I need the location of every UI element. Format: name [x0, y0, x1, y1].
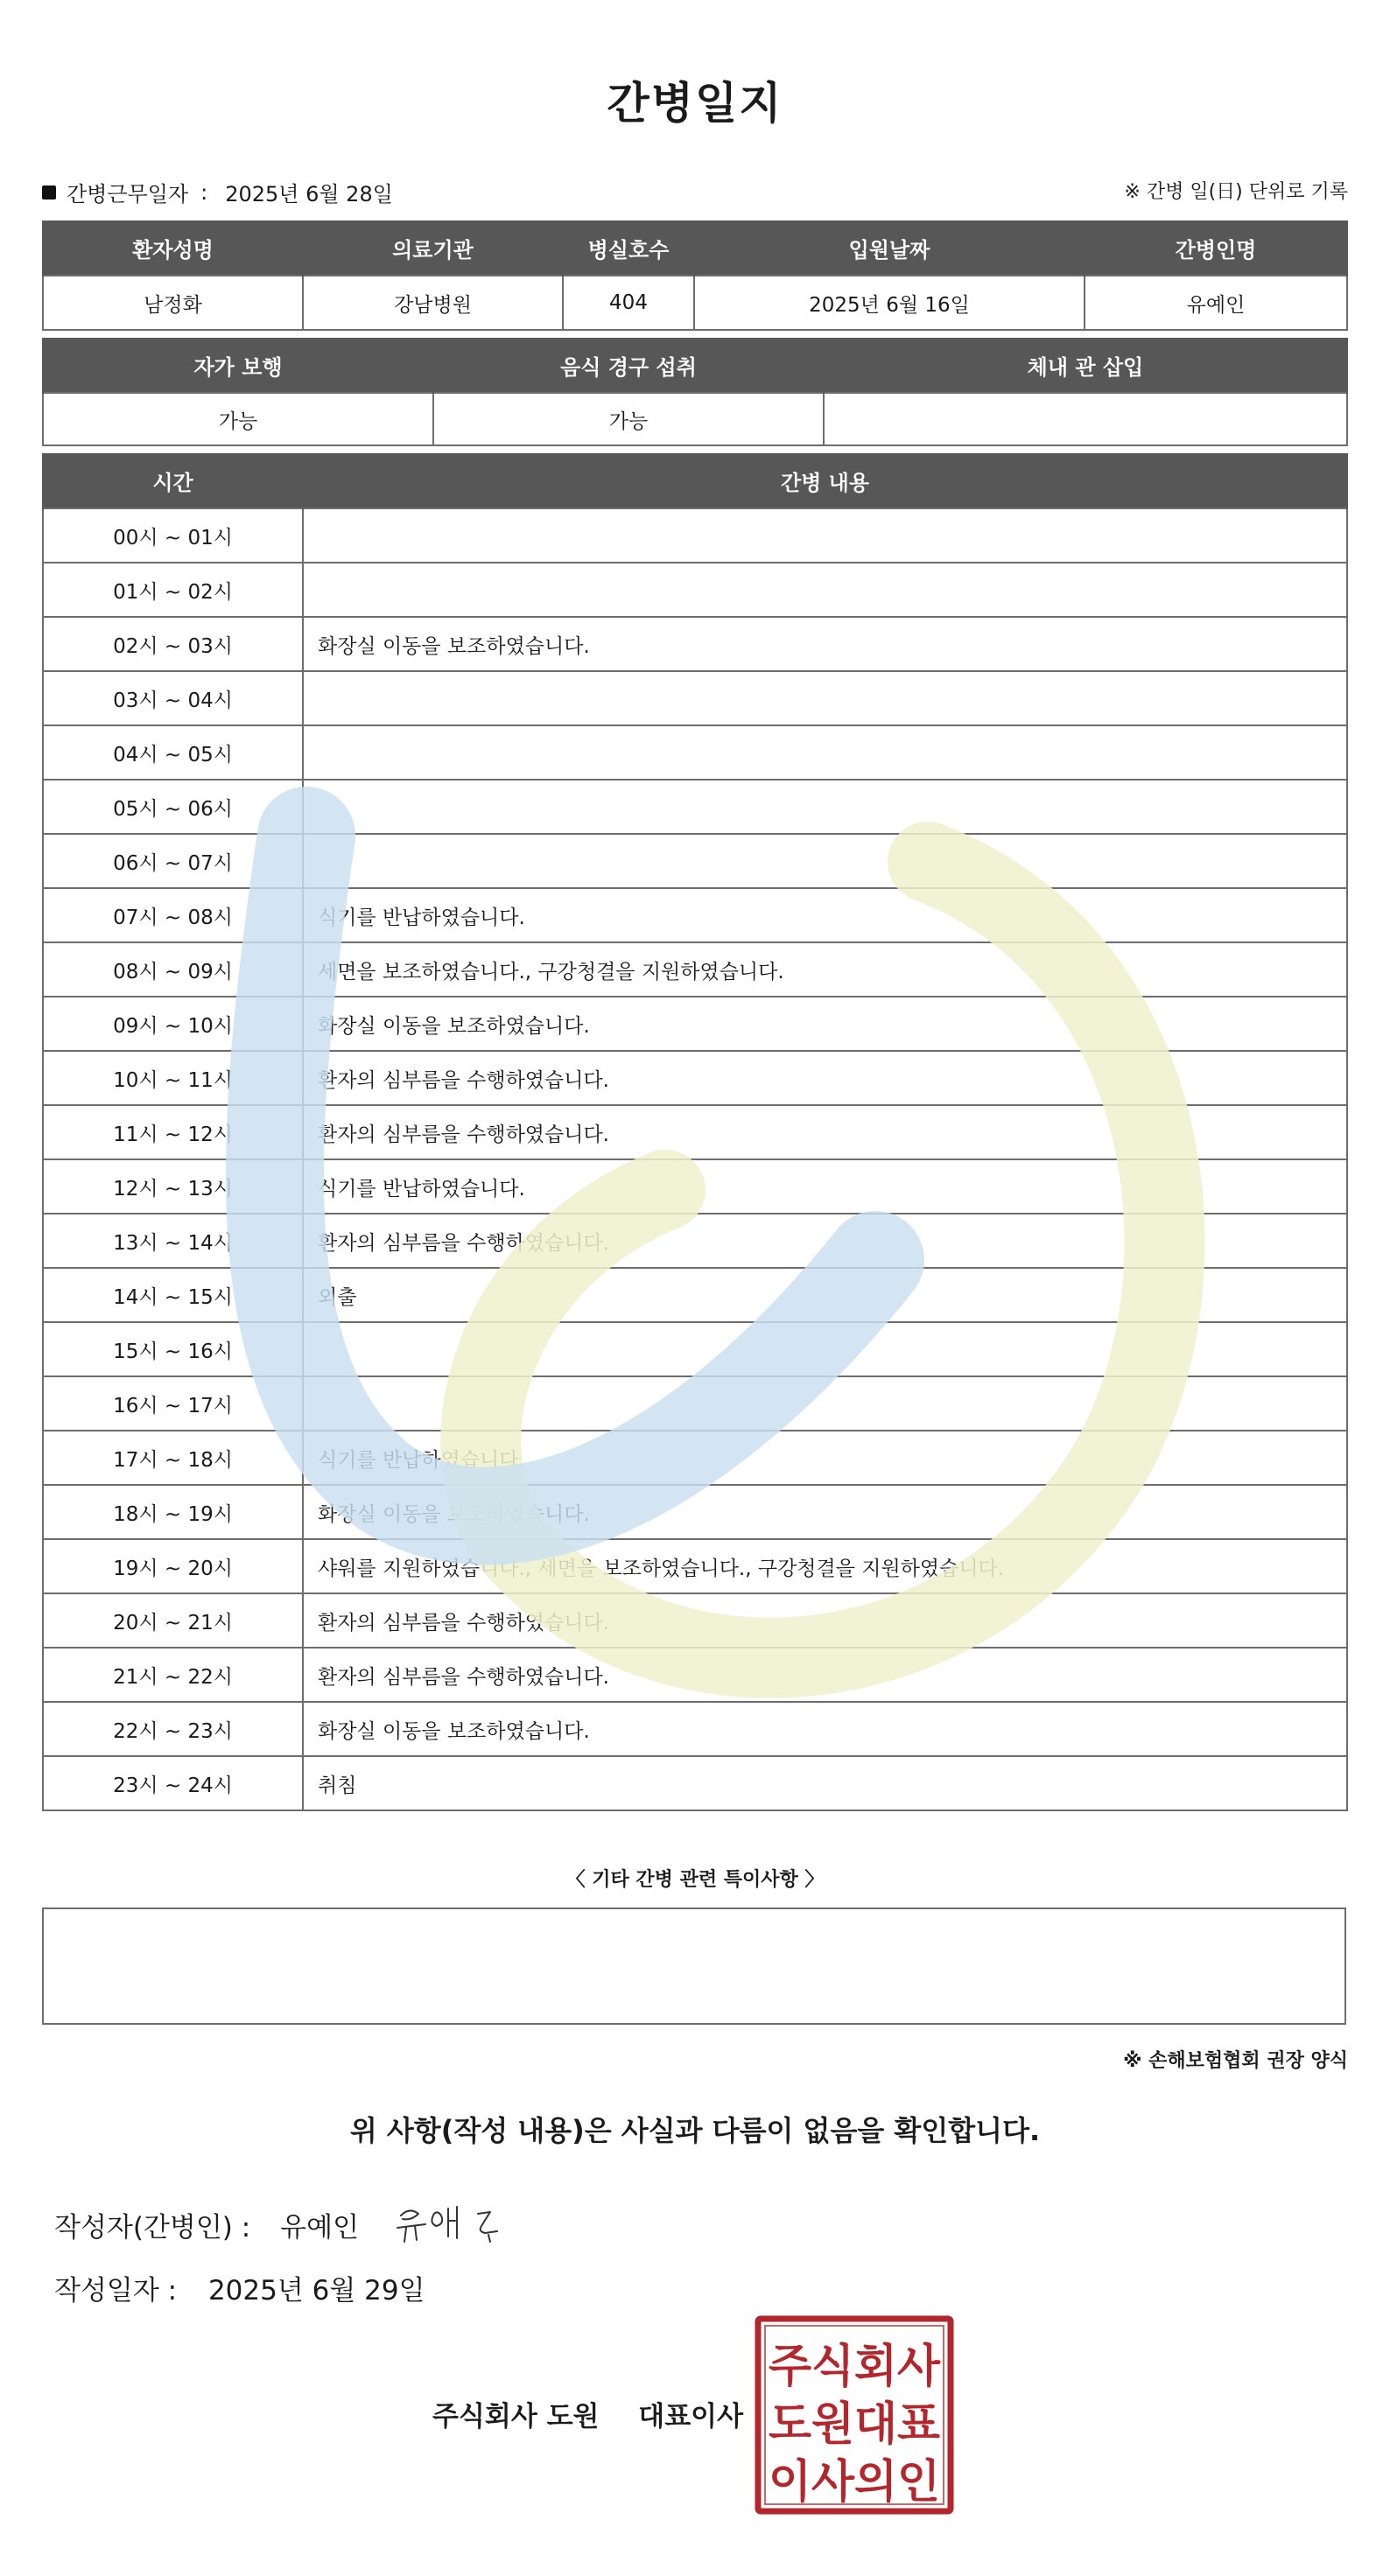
- writer-name: 유예인: [280, 2211, 360, 2244]
- header-care-content: 간병 내용: [303, 453, 1347, 508]
- care-log-content: 세면을 보조하였습니다., 구강청결을 지원하였습니다.: [303, 942, 1347, 997]
- care-log-content: 식기를 반납하였습니다.: [303, 1159, 1347, 1214]
- care-log-row: [43, 1268, 1347, 1322]
- care-log-content: [303, 1322, 1347, 1376]
- care-log-row: [43, 1322, 1347, 1376]
- care-log-row: [43, 1648, 1347, 1702]
- header-patient-name: 환자성명: [43, 220, 303, 276]
- svg-text:주식회사: 주식회사: [769, 2341, 941, 2393]
- care-log-time: 05시 ~ 06시: [43, 780, 303, 834]
- company-name: 주식회사 도원: [432, 2401, 600, 2432]
- written-date-line: [54, 2268, 425, 2307]
- care-log-content: 식기를 반납하였습니다.: [303, 888, 1347, 942]
- care-log-row: [43, 834, 1347, 888]
- bullet-square-icon: [42, 186, 56, 200]
- svg-text:이사의인: 이사의인: [769, 2456, 940, 2509]
- care-log-time: 12시 ~ 13시: [43, 1159, 303, 1214]
- care-log-content: 화장실 이동을 보조하였습니다.: [303, 1485, 1347, 1539]
- care-log-row: [43, 1214, 1347, 1268]
- work-date-value: 2025년 6월 28일: [225, 182, 393, 206]
- header-self-walking: 자가 보행: [43, 338, 433, 393]
- care-log-time: 14시 ~ 15시: [43, 1268, 303, 1322]
- work-date-line: [42, 177, 393, 207]
- care-log-time: 07시 ~ 08시: [43, 888, 303, 942]
- special-notes-box: [42, 1908, 1346, 2025]
- care-log-time: 01시 ~ 02시: [43, 563, 303, 617]
- care-log-content: 환자의 심부름을 수행하였습니다.: [303, 1648, 1347, 1702]
- care-log-time: 03시 ~ 04시: [43, 671, 303, 725]
- header-admission-date: 입원날짜: [694, 220, 1085, 276]
- status-header-row: [43, 338, 1347, 393]
- care-log-row: [43, 1756, 1347, 1810]
- care-log-row: [43, 563, 1347, 617]
- ceo-title: 대표이사: [638, 2401, 744, 2432]
- patient-name-value: 남정화: [43, 276, 303, 330]
- care-log-row: [43, 1159, 1347, 1214]
- handwritten-signature: [394, 2202, 508, 2247]
- care-log-content: 화장실 이동을 보조하였습니다.: [303, 617, 1347, 671]
- care-log-time: 16시 ~ 17시: [43, 1376, 303, 1431]
- care-log-row: [43, 671, 1347, 725]
- special-notes-title: 〈 기타 간병 관련 특이사항 〉: [565, 1869, 825, 1891]
- care-log-content: 환자의 심부름을 수행하였습니다.: [303, 1105, 1347, 1159]
- care-log-row: [43, 1105, 1347, 1159]
- care-log-content: 화장실 이동을 보조하였습니다.: [303, 1702, 1347, 1756]
- care-log-row: [43, 1431, 1347, 1485]
- care-log-content: 식기를 반납하였습니다.: [303, 1431, 1347, 1485]
- care-log-time: 11시 ~ 12시: [43, 1105, 303, 1159]
- document-title: 간병일지: [607, 78, 783, 129]
- header-caregiver-name: 간병인명: [1085, 220, 1347, 276]
- care-log-content: [303, 725, 1347, 780]
- care-log-time: 02시 ~ 03시: [43, 617, 303, 671]
- care-log-table: [42, 453, 1348, 1811]
- header-oral-intake: 음식 경구 섭취: [433, 338, 824, 393]
- care-log-content: [303, 671, 1347, 725]
- care-log-content: 환자의 심부름을 수행하였습니다.: [303, 1051, 1347, 1105]
- confirmation-statement: 위 사항(작성 내용)은 사실과 다름이 없음을 확인합니다.: [349, 2114, 1041, 2147]
- care-log-content: 환자의 심부름을 수행하였습니다.: [303, 1214, 1347, 1268]
- care-log-row: [43, 508, 1347, 563]
- oral-intake-value: 가능: [433, 393, 824, 445]
- care-log-content: 샤워를 지원하였습니다., 세면을 보조하였습니다., 구강청결을 지원하였습니다.: [303, 1539, 1347, 1593]
- company-seal-stamp: [755, 2315, 954, 2515]
- care-log-row: [43, 780, 1347, 834]
- care-log-row: [43, 1376, 1347, 1431]
- writer-label: 작성자(간병인) :: [54, 2211, 251, 2244]
- self-walking-value: 가능: [43, 393, 433, 445]
- patient-info-value-row: [43, 276, 1347, 330]
- care-log-time: 17시 ~ 18시: [43, 1431, 303, 1485]
- care-log-row: [43, 725, 1347, 780]
- patient-status-table: [42, 338, 1348, 446]
- care-log-row: [43, 1539, 1347, 1593]
- care-log-time: 21시 ~ 22시: [43, 1648, 303, 1702]
- care-log-content: 취침: [303, 1756, 1347, 1810]
- patient-info-header-row: [43, 220, 1347, 276]
- care-log-time: 15시 ~ 16시: [43, 1322, 303, 1376]
- care-log-time: 23시 ~ 24시: [43, 1756, 303, 1810]
- care-log-time: 18시 ~ 19시: [43, 1485, 303, 1539]
- care-log-content: [303, 508, 1347, 563]
- writer-line: [54, 2202, 508, 2247]
- svg-text:도원대표: 도원대표: [769, 2398, 940, 2451]
- care-log-row: [43, 888, 1347, 942]
- status-value-row: [43, 393, 1347, 445]
- header-time: 시간: [43, 453, 303, 508]
- care-log-content: [303, 563, 1347, 617]
- room-number-value: 404: [563, 276, 694, 330]
- daily-record-note: ※ 간병 일(日) 단위로 기록: [1124, 181, 1348, 203]
- hospital-value: 강남병원: [303, 276, 563, 330]
- care-log-row: [43, 617, 1347, 671]
- written-date-value: 2025년 6월 29일: [207, 2275, 425, 2306]
- header-tube-insertion: 체내 관 삽입: [824, 338, 1347, 393]
- work-date-label: 간병근무일자: [67, 182, 189, 206]
- care-log-time: 06시 ~ 07시: [43, 834, 303, 888]
- care-log-row: [43, 1593, 1347, 1648]
- care-log-row: [43, 1485, 1347, 1539]
- header-room-number: 병실호수: [563, 220, 694, 276]
- care-log-time: 09시 ~ 10시: [43, 997, 303, 1051]
- care-log-content: 외출: [303, 1268, 1347, 1322]
- recommended-form-note: ※ 손해보험협회 권장 양식: [1123, 2050, 1348, 2072]
- care-log-row: [43, 1702, 1347, 1756]
- care-log-content: 환자의 심부름을 수행하였습니다.: [303, 1593, 1347, 1648]
- patient-info-table: [42, 220, 1348, 331]
- care-log-row: [43, 942, 1347, 997]
- care-log-content: [303, 834, 1347, 888]
- care-log-content: 화장실 이동을 보조하였습니다.: [303, 997, 1347, 1051]
- care-log-time: 22시 ~ 23시: [43, 1702, 303, 1756]
- care-log-time: 19시 ~ 20시: [43, 1539, 303, 1593]
- written-date-label: 작성일자 :: [54, 2275, 178, 2306]
- company-line: [432, 2394, 743, 2433]
- care-log-header-row: [43, 453, 1347, 508]
- header-hospital: 의료기관: [303, 220, 563, 276]
- admission-date-value: 2025년 6월 16일: [694, 276, 1085, 330]
- care-log-row: [43, 1051, 1347, 1105]
- care-log-time: 20시 ~ 21시: [43, 1593, 303, 1648]
- care-log-time: 08시 ~ 09시: [43, 942, 303, 997]
- care-log-content: [303, 1376, 1347, 1431]
- care-log-time: 10시 ~ 11시: [43, 1051, 303, 1105]
- care-log-time: 04시 ~ 05시: [43, 725, 303, 780]
- care-log-row: [43, 997, 1347, 1051]
- care-log-time: 13시 ~ 14시: [43, 1214, 303, 1268]
- care-log-content: [303, 780, 1347, 834]
- tube-insertion-value: [824, 393, 1347, 445]
- work-date-separator: :: [200, 179, 208, 205]
- care-log-time: 00시 ~ 01시: [43, 508, 303, 563]
- caregiver-name-value: 유예인: [1085, 276, 1347, 330]
